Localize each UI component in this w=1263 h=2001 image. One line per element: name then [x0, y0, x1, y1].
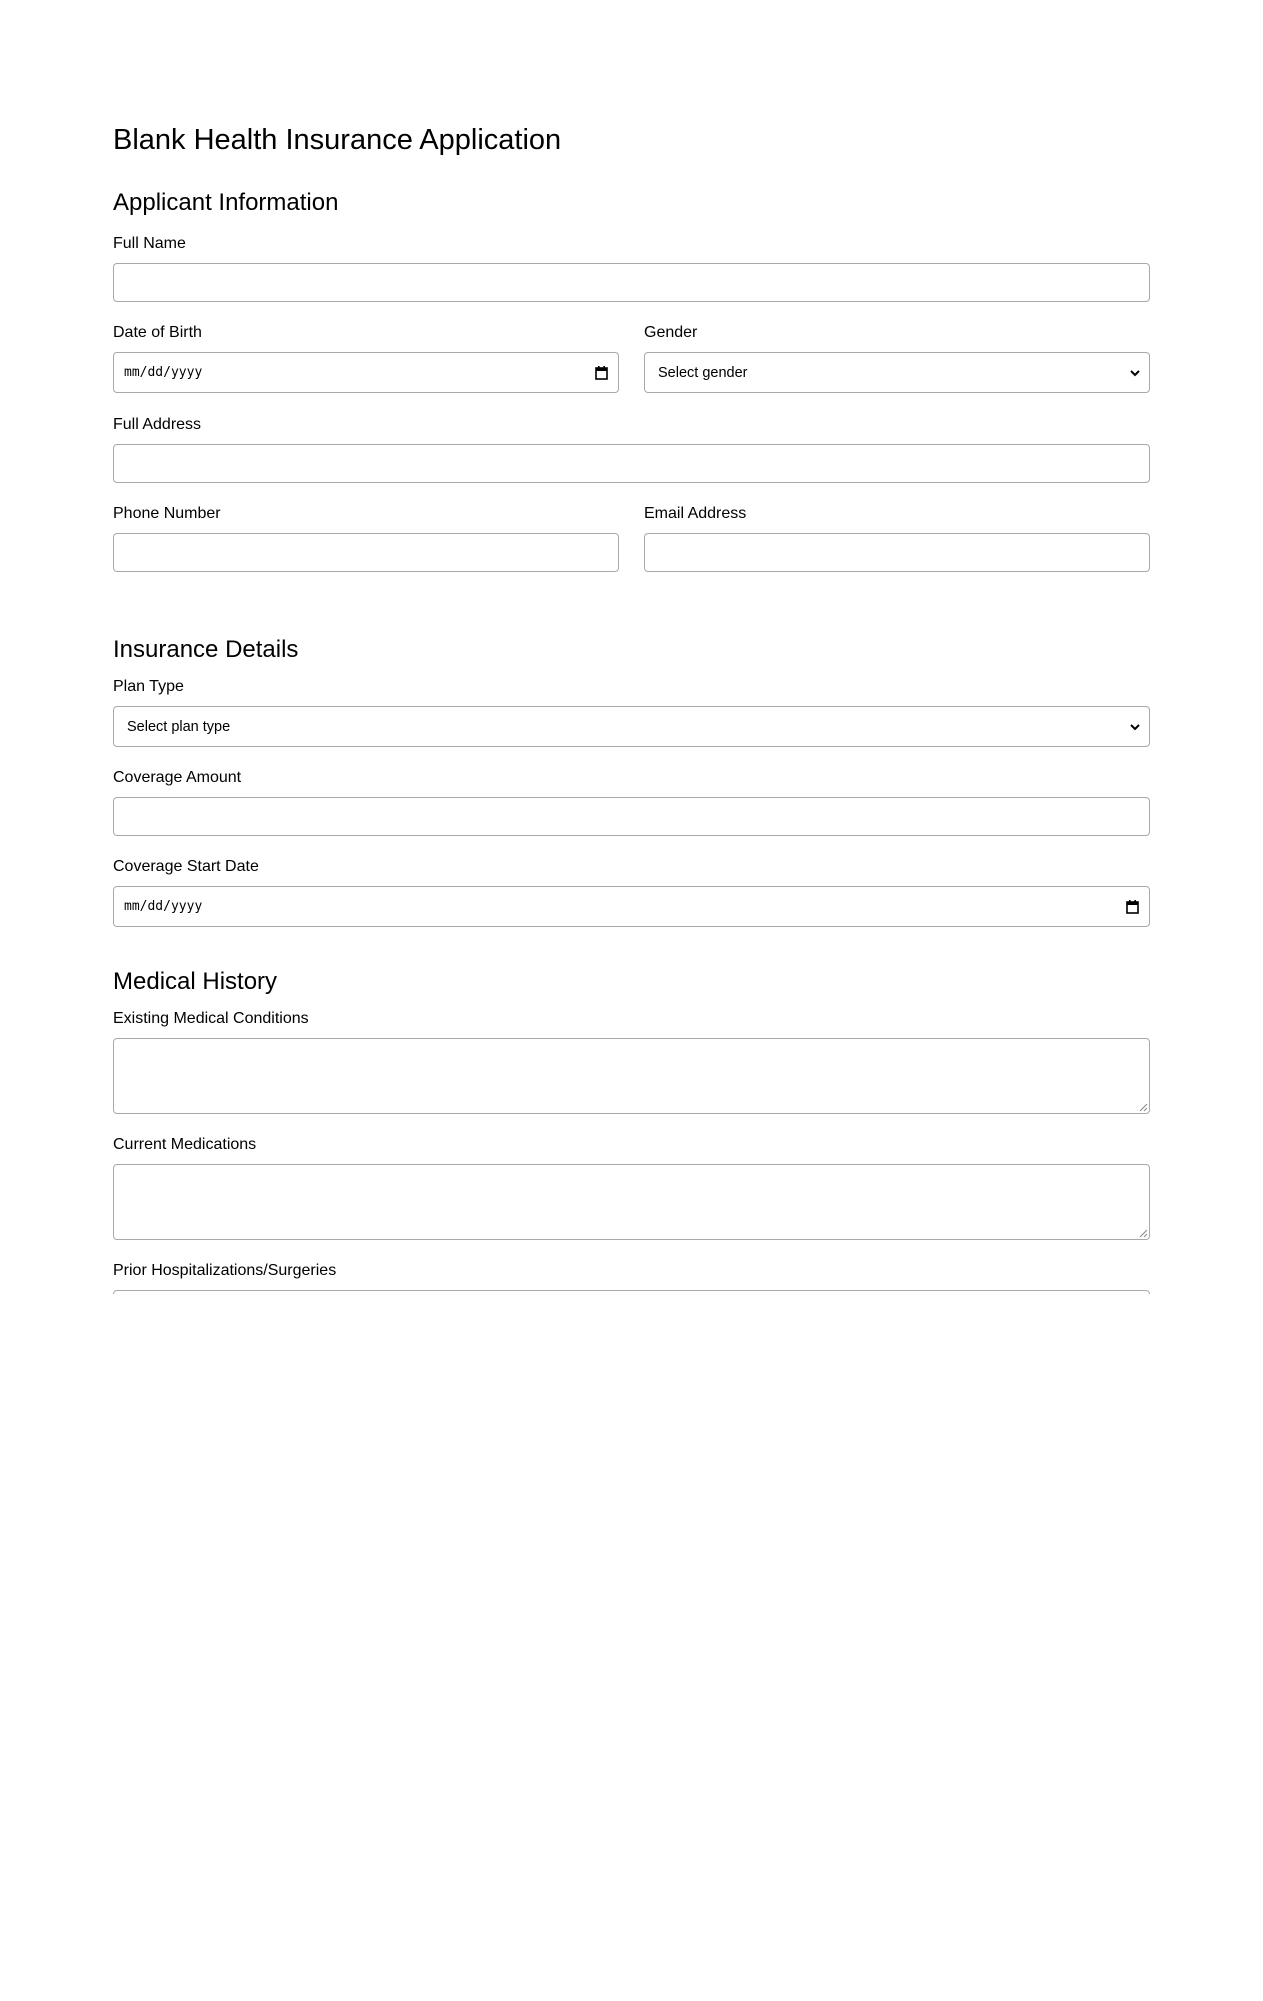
- section-heading-insurance: Insurance Details: [113, 636, 299, 663]
- plan-type-select[interactable]: [113, 706, 1150, 747]
- medications-label: Current Medications: [113, 1136, 257, 1153]
- address-input[interactable]: [113, 444, 1150, 483]
- phone-label: Phone Number: [113, 505, 221, 522]
- calendar-icon[interactable]: [595, 366, 608, 380]
- full-name-label: Full Name: [113, 235, 186, 252]
- chevron-down-icon: [1129, 368, 1141, 378]
- conditions-textarea[interactable]: [113, 1038, 1150, 1114]
- coverage-amount-input[interactable]: [113, 797, 1150, 836]
- conditions-label: Existing Medical Conditions: [113, 1010, 309, 1027]
- dob-placeholder: mm/dd/yyyy: [124, 365, 203, 380]
- gender-select[interactable]: [644, 352, 1150, 393]
- hospitalizations-label: Prior Hospitalizations/Surgeries: [113, 1262, 337, 1279]
- coverage-start-label: Coverage Start Date: [113, 858, 259, 875]
- hospitalizations-textarea[interactable]: [113, 1290, 1150, 1294]
- dob-label: Date of Birth: [113, 324, 202, 341]
- resize-grip-icon[interactable]: [1139, 1229, 1148, 1238]
- medications-textarea[interactable]: [113, 1164, 1150, 1240]
- phone-input[interactable]: [113, 533, 619, 572]
- calendar-icon[interactable]: [1126, 900, 1139, 914]
- gender-label: Gender: [644, 324, 698, 341]
- page-title: Blank Health Insurance Application: [113, 124, 562, 156]
- section-heading-medical: Medical History: [113, 968, 278, 995]
- plan-type-selected-value: Select plan type: [127, 718, 231, 735]
- resize-grip-icon[interactable]: [1139, 1103, 1148, 1112]
- address-label: Full Address: [113, 416, 202, 433]
- coverage-amount-label: Coverage Amount: [113, 769, 242, 786]
- full-name-input[interactable]: [113, 263, 1150, 302]
- email-input[interactable]: [644, 533, 1150, 572]
- dob-input[interactable]: [113, 352, 619, 393]
- plan-type-label: Plan Type: [113, 678, 184, 695]
- email-label: Email Address: [644, 505, 747, 522]
- chevron-down-icon: [1129, 722, 1141, 732]
- section-heading-applicant: Applicant Information: [113, 189, 339, 216]
- coverage-start-placeholder: mm/dd/yyyy: [124, 899, 203, 914]
- coverage-start-input[interactable]: [113, 886, 1150, 927]
- gender-selected-value: Select gender: [658, 364, 748, 381]
